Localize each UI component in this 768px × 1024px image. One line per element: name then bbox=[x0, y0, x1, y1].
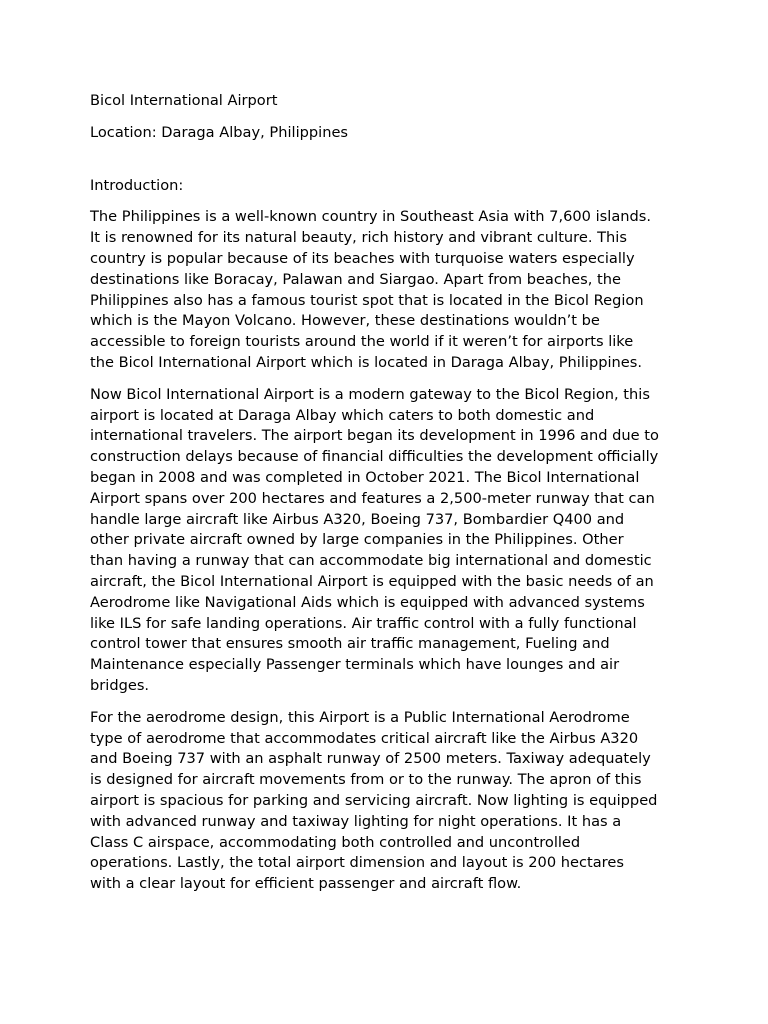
paragraph-aerodrome-design: For the aerodrome design, this Airport is a Public International Aerodrome type of aerodrome that accommodates critical aircraft like the Airbus A320 and Boeing 737 with an asphalt runway of 2500 meters. Taxiway adequately is designed for aircraft movements from or to the runway. The apron of this airport is spacious for parking and servicing aircraft. Now lighting is equipped with advanced runway and taxiway lighting for night operations. It has a Class C airspace, accommodating both controlled and uncontrolled operations. Lastly, the total airport dimension and layout is 200 hectares with a clear layout for efficient passenger and aircraft flow. bbox=[90, 708, 658, 893]
document-page bbox=[90, 91, 690, 906]
location-line: Location: Daraga Albay, Philippines bbox=[90, 123, 349, 141]
document-title: Bicol International Airport bbox=[90, 92, 278, 109]
introduction-heading: Introduction: bbox=[90, 176, 184, 194]
paragraph-introduction: The Philippines is a well-known country in Southeast Asia with 7,600 islands. It is renowned for its natural beauty, rich history and vibrant culture. This country is popular because of its beaches with turquoise waters especially destinations like Boracay, Palawan and Siargao. Apart from beaches, the Philippines also has a famous tourist spot that is located in the Bicol Region which is the Mayon Volcano. However, these destinations wouldn’t be accessible to foreign tourists around the world if it weren’t for airports like the Bicol International Airport which is located in Daraga Albay, Philippines. bbox=[90, 208, 652, 371]
paragraph-overview: Now Bicol International Airport is a modern gateway to the Bicol Region, this airport is located at Daraga Albay which caters to both domestic and international travelers. The airport began its development in 1996 and due to construction delays because of financial difficulties the development officially began in 2008 and was completed in October 2021. The Bicol International Airport spans over 200 hectares and features a 2,500-meter runway that can handle large aircraft like Airbus A320, Boeing 737, Bombardier Q400 and other private aircraft owned by large companies in the Philippines. Other than having a runway that can accommodate big international and domestic aircraft, the Bicol International Airport is equipped with the basic needs of an Aerodrome like Navigational Aids which is equipped with advanced systems like ILS for safe landing operations. Air traffic control with a fully functional control tower that ensures smooth air traffic management, Fueling and Maintenance especially Passenger terminals which have lounges and air bridges. bbox=[90, 385, 659, 694]
